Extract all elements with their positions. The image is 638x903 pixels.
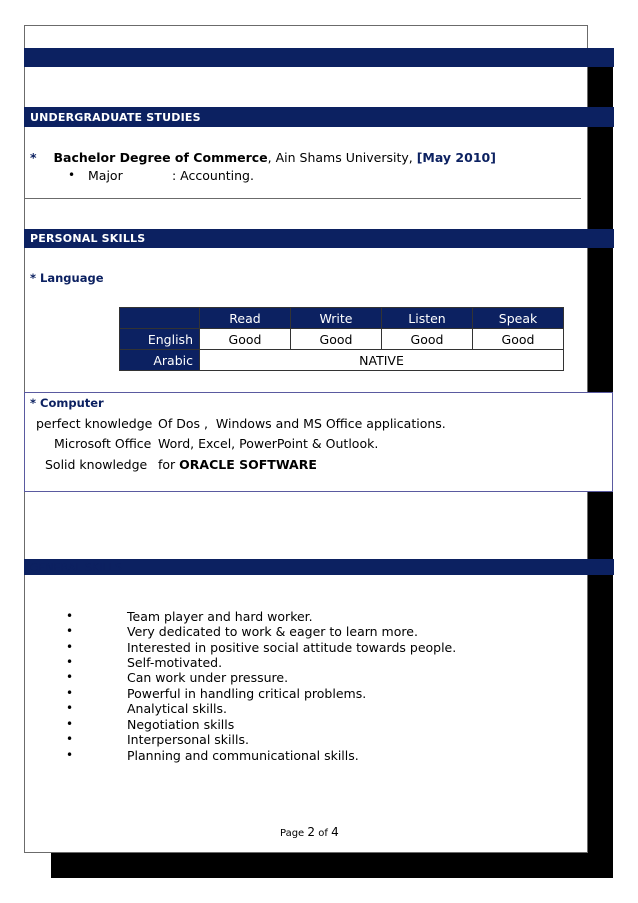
list-item: Can work under pressure. xyxy=(127,670,289,685)
personal-skills-heading: PERSONAL SKILLS xyxy=(30,232,146,245)
computer-label: perfect knowledge xyxy=(36,416,153,431)
language-table-header-row xyxy=(120,308,564,329)
list-item: Powerful in handling critical problems. xyxy=(127,686,367,701)
top-bar xyxy=(24,48,614,67)
column-header: Read xyxy=(200,308,291,329)
language-heading: * Language xyxy=(30,271,104,285)
computer-label: Solid knowledge xyxy=(45,457,148,472)
degree-name: Bachelor Degree of Commerce xyxy=(53,150,268,165)
computer-text-bold: ORACLE SOFTWARE xyxy=(179,457,317,472)
computer-text-line xyxy=(158,457,317,472)
computer-text: Of Dos , Windows and MS Office applications. xyxy=(158,416,446,431)
page-number xyxy=(280,825,339,839)
list-item: Negotiation skills xyxy=(127,717,235,732)
degree-date: [May 2010] xyxy=(416,150,496,165)
section-divider xyxy=(25,198,581,199)
list-item: Planning and communicational skills. xyxy=(127,748,359,763)
list-item: Analytical skills. xyxy=(127,701,228,716)
page-shadow-bottom xyxy=(51,851,613,878)
bullet-icon: • xyxy=(66,732,74,746)
table-cell: Good xyxy=(291,329,382,350)
table-row xyxy=(120,329,564,350)
row-label: Arabic xyxy=(120,350,200,371)
bullet-icon: • xyxy=(66,701,74,715)
list-item: Self-motivated. xyxy=(127,655,223,670)
table-row xyxy=(120,350,564,371)
bullet-icon: • xyxy=(66,686,74,700)
page-of-word: of xyxy=(318,828,328,839)
bullet-icon: • xyxy=(66,670,74,684)
row-label: English xyxy=(120,329,200,350)
column-header: Write xyxy=(291,308,382,329)
bullet-icon: • xyxy=(66,640,74,654)
language-table xyxy=(119,307,564,371)
table-cell: Good xyxy=(473,329,564,350)
bullet-icon: • xyxy=(66,624,74,638)
list-item: Team player and hard worker. xyxy=(127,609,313,624)
table-cell: NATIVE xyxy=(200,350,564,371)
bullet-icon: • xyxy=(66,655,74,669)
major-bullet: • xyxy=(68,168,76,182)
language-table-corner xyxy=(120,308,200,329)
education-heading: UNDERGRADUATE STUDIES xyxy=(30,111,201,124)
page-current: 2 xyxy=(307,825,316,839)
computer-text: Word, Excel, PowerPoint & Outlook. xyxy=(158,436,379,451)
computer-label: Microsoft Office xyxy=(54,436,152,451)
general-skills-heading: GENERAL SKILLS xyxy=(30,561,122,574)
degree-star: * xyxy=(30,150,37,165)
computer-heading: * Computer xyxy=(30,396,104,410)
page-total: 4 xyxy=(331,825,339,839)
page-word: Page xyxy=(280,828,305,839)
university-name: , Ain Shams University, xyxy=(267,150,417,165)
bullet-icon: • xyxy=(66,748,74,762)
bullet-icon: • xyxy=(66,609,74,623)
column-header: Speak xyxy=(473,308,564,329)
bullet-icon: • xyxy=(66,717,74,731)
table-cell: Good xyxy=(382,329,473,350)
computer-text: for xyxy=(158,457,180,472)
table-cell: Good xyxy=(200,329,291,350)
major-value: : Accounting. xyxy=(172,168,254,183)
list-item: Interpersonal skills. xyxy=(127,732,249,747)
list-item: Very dedicated to work & eager to learn more. xyxy=(127,624,418,639)
degree-line xyxy=(30,150,496,165)
major-label: Major xyxy=(88,168,123,183)
list-item: Interested in positive social attitude towards people. xyxy=(127,640,457,655)
column-header: Listen xyxy=(382,308,473,329)
